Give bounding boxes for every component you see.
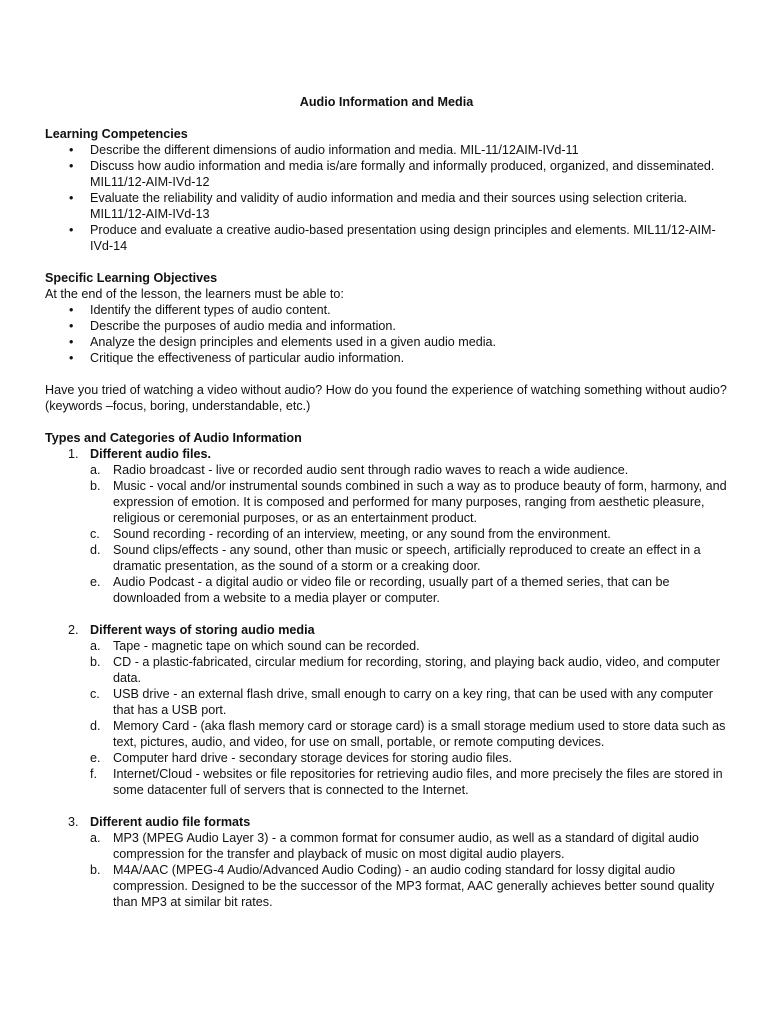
section-storing-audio — [68, 622, 728, 814]
item-letter: a. — [90, 463, 101, 477]
list-item — [90, 718, 728, 750]
section-title: Different audio file formats — [90, 815, 251, 829]
item-letter: c. — [90, 687, 100, 701]
section-title: Different ways of storing audio media — [90, 623, 315, 637]
section-title: Different audio files. — [90, 447, 212, 461]
section-number: 3. — [68, 815, 79, 829]
section-audio-files — [68, 446, 728, 622]
item-letter: f. — [90, 767, 97, 781]
list-item: • Analyze the design principles and elements used in a given audio media. — [90, 334, 728, 350]
list-item: • Critique the effectiveness of particular audio information. — [90, 350, 728, 366]
list-item: • Evaluate the reliability and validity of audio information and media and their sources using selection criteria. MIL11/12-AIM-IVd-13 — [90, 190, 728, 222]
section-number: 2. — [68, 623, 79, 637]
item-letter: c. — [90, 527, 100, 541]
item-letter: d. — [90, 719, 101, 733]
item-text: Internet/Cloud - websites or file repositories for retrieving audio files, and more precisely the files are stored in some datacenter full of servers that is connected to the Internet. — [113, 767, 723, 797]
item-text: CD - a plastic-fabricated, circular medium for recording, storing, and playing back audio, video, and computer data. — [113, 655, 720, 685]
item-text: Music - vocal and/or instrumental sounds combined in such a way as to produce beauty of form, harmony, and expression of emotion. It is composed and performed for many purposes, ranging from aesthetic pleasure, religious or ceremonial purposes, or as an entertainment product. — [113, 479, 727, 525]
list-item — [90, 638, 728, 654]
item-letter: a. — [90, 831, 101, 845]
list-item — [90, 830, 728, 862]
list-item — [90, 478, 728, 526]
competencies-heading: Learning Competencies — [45, 127, 188, 141]
list-item — [90, 526, 728, 542]
item-text: M4A/AAC (MPEG-4 Audio/Advanced Audio Coding) - an audio coding standard for lossy digital audio compression. Designed to be the successor of the MP3 format, AAC generally achieves better sound quality than MP3 at similar bit rates. — [113, 863, 715, 909]
list-item: • Identify the different types of audio content. — [90, 302, 728, 318]
objectives-heading: Specific Learning Objectives — [45, 271, 218, 285]
list-item — [90, 862, 728, 910]
types-heading: Types and Categories of Audio Information — [45, 431, 302, 445]
item-letter: b. — [90, 655, 101, 669]
item-text: Memory Card - (aka flash memory card or storage card) is a small storage medium used to store data such as text, pictures, audio, and video, for use on small, portable, or remote computing devices. — [113, 719, 726, 749]
list-item — [90, 686, 728, 718]
section-file-formats — [68, 814, 728, 910]
sub-list — [90, 638, 728, 798]
item-text: Audio Podcast - a digital audio or video file or recording, usually part of a themed series, that can be downloaded from a website to a media player or computer. — [113, 575, 670, 605]
list-item — [90, 574, 728, 606]
types-sections — [45, 446, 728, 910]
objectives-intro: At the end of the lesson, the learners must be able to: — [45, 287, 344, 301]
section-number: 1. — [68, 447, 79, 461]
item-letter: e. — [90, 575, 101, 589]
item-letter: a. — [90, 639, 101, 653]
list-item — [90, 462, 728, 478]
list-item: • Describe the purposes of audio media and information. — [90, 318, 728, 334]
item-letter: b. — [90, 863, 101, 877]
sub-list — [90, 462, 728, 606]
list-item: • Describe the different dimensions of audio information and media. MIL-11/12AIM-IVd-11 — [90, 142, 728, 158]
list-item — [90, 654, 728, 686]
objectives-list — [45, 302, 728, 366]
item-text: Computer hard drive - secondary storage devices for storing audio files. — [113, 751, 512, 765]
sub-list — [90, 830, 728, 910]
motivation-question: Have you tried of watching a video without audio? How do you found the experience of watching something without audio? (keywords –focus, boring, understandable, etc.) — [45, 383, 727, 413]
list-item: • Discuss how audio information and media is/are formally and informally produced, organized, and disseminated. MIL11/12-AIM-IVd-12 — [90, 158, 728, 190]
item-text: MP3 (MPEG Audio Layer 3) - a common format for consumer audio, as well as a standard of digital audio compression for the transfer and playback of music on most digital audio players. — [113, 831, 699, 861]
document-title: Audio Information and Media — [299, 95, 474, 109]
item-letter: e. — [90, 751, 101, 765]
item-letter: b. — [90, 479, 101, 493]
item-text: Radio broadcast - live or recorded audio sent through radio waves to reach a wide audience. — [113, 463, 629, 477]
item-text: Sound recording - recording of an interview, meeting, or any sound from the environment. — [113, 527, 611, 541]
list-item — [90, 766, 728, 798]
item-text: USB drive - an external flash drive, small enough to carry on a key ring, that can be used with any computer that has a USB port. — [113, 687, 713, 717]
item-letter: d. — [90, 543, 101, 557]
list-item — [90, 750, 728, 766]
item-text: Tape - magnetic tape on which sound can be recorded. — [113, 639, 420, 653]
list-item — [90, 542, 728, 574]
item-text: Sound clips/effects - any sound, other than music or speech, artificially reproduced to create an effect in a dramatic presentation, as the sound of a storm or a creaking door. — [113, 543, 701, 573]
list-item: • Produce and evaluate a creative audio-based presentation using design principles and elements. MIL11/12-AIM-IVd-14 — [90, 222, 728, 254]
competencies-list — [45, 142, 728, 254]
